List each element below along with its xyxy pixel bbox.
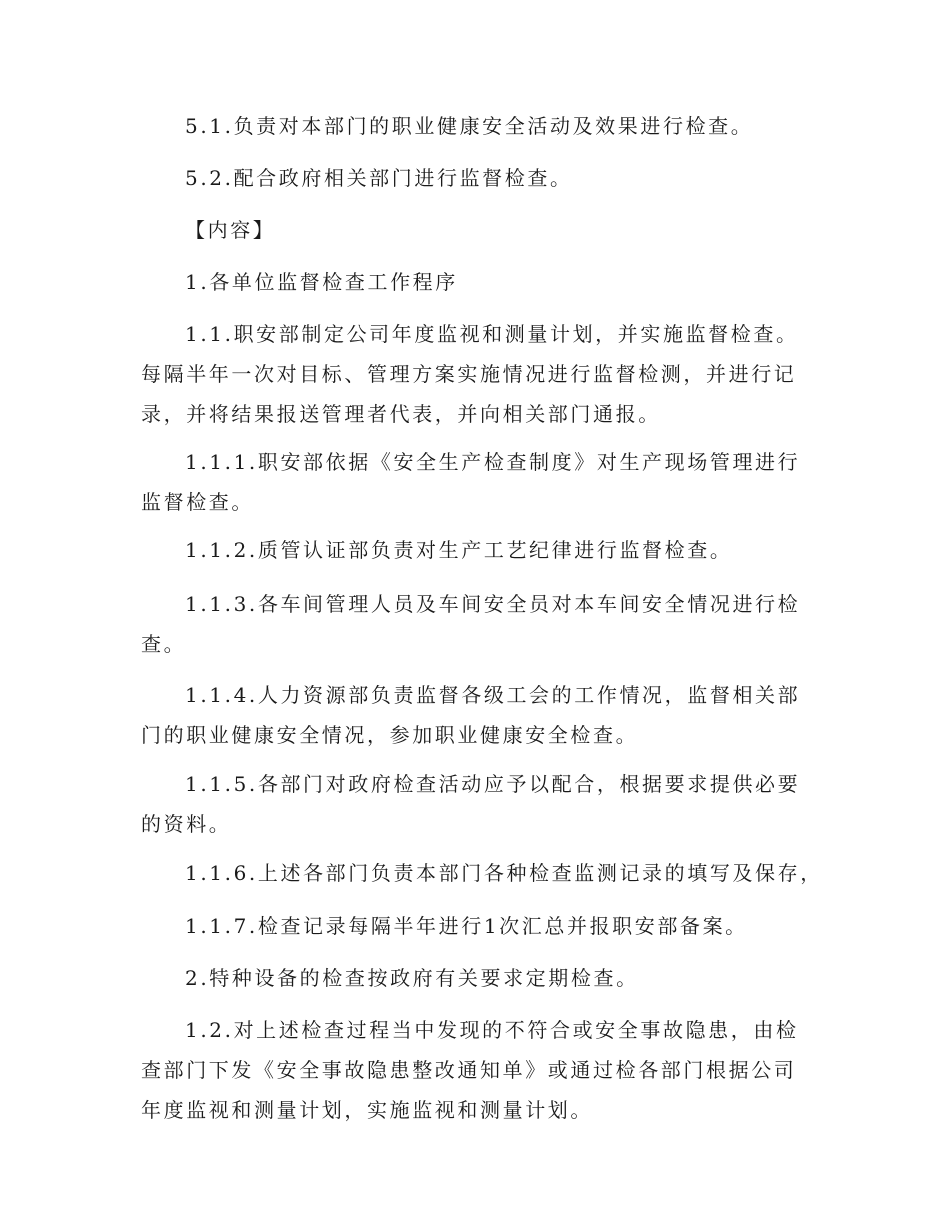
paragraph-1-1-7: 1.1.7.检查记录每隔半年进行1次汇总并报职安部备案。: [185, 914, 748, 938]
paragraph-1-1: 1.1.职安部制定公司年度监视和测量计划，并实施监督检查。每隔半年一次对目标、管理方案实施情况进行监督检测，并进行记录，并将结果报送管理者代表，并向相关部门通报。: [141, 322, 799, 426]
paragraph-1-2: 1.2.对上述检查过程当中发现的不符合或安全事故隐患，由检查部门下发《安全事故隐患整改通知单》或通过检各部门根据公司年度监视和测量计划，实施监视和测量计划。: [141, 1018, 799, 1122]
paragraph-2: 2.特种设备的检查按政府有关要求定期检查。: [185, 966, 639, 990]
section-heading-content: 【内容】: [185, 218, 276, 242]
paragraph-1: 1.各单位监督检查工作程序: [185, 270, 458, 294]
paragraph-1-1-2: 1.1.2.质管认证部负责对生产工艺纪律进行监督检查。: [185, 538, 733, 562]
paragraph-5-2: 5.2.配合政府相关部门进行监督检查。: [185, 166, 573, 190]
paragraph-1-1-1: 1.1.1.职安部依据《安全生产检查制度》对生产现场管理进行监督检查。: [141, 450, 801, 514]
paragraph-1-1-3: 1.1.3.各车间管理人员及车间安全员对本车间安全情况进行检查。: [141, 592, 801, 656]
paragraph-1-1-6: 1.1.6.上述各部门负责本部门各种检查监测记录的填写及保存，: [185, 861, 823, 885]
paragraph-1-1-4: 1.1.4.人力资源部负责监督各级工会的工作情况，监督相关部门的职业健康安全情况，参加职业健康安全检查。: [141, 683, 801, 747]
paragraph-1-1-5: 1.1.5.各部门对政府检查活动应予以配合，根据要求提供必要的资料。: [141, 772, 801, 836]
paragraph-5-1: 5.1.负责对本部门的职业健康安全活动及效果进行检查。: [185, 114, 754, 138]
